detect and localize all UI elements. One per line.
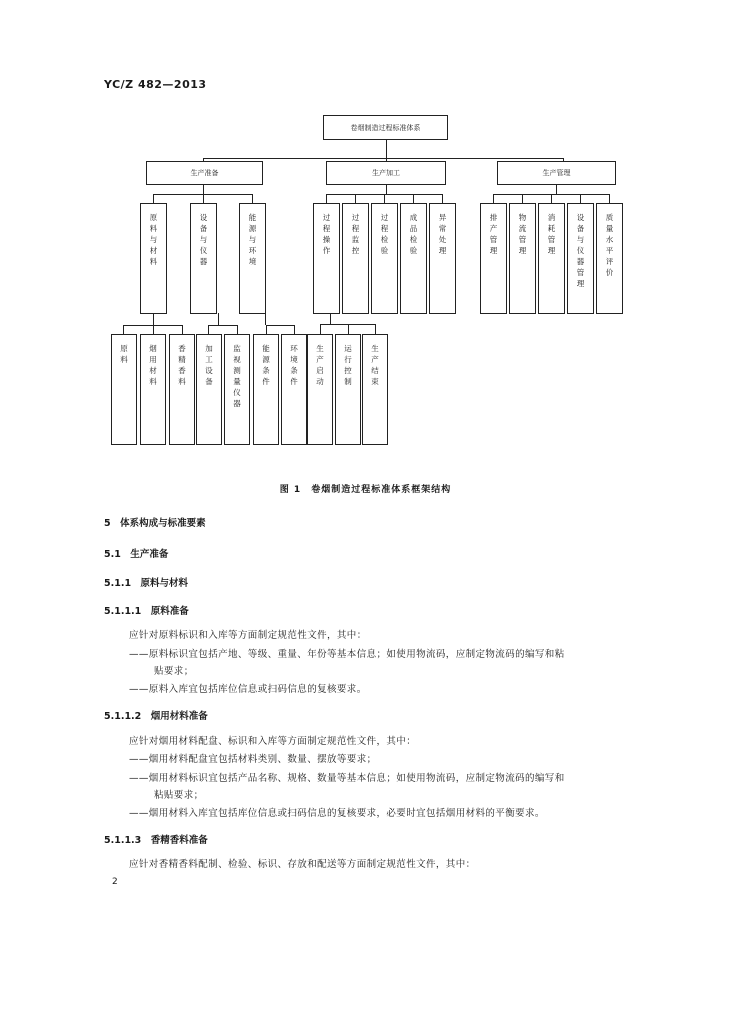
connector <box>266 325 267 334</box>
node-label: 过程操作 <box>322 213 331 255</box>
connector <box>123 325 124 334</box>
section-5-1-1-heading: 5.1.1 原料与材料 <box>104 578 189 589</box>
node-production-end <box>362 334 388 445</box>
node-process-operation <box>313 203 340 314</box>
node-label: 排产管理 <box>489 213 498 255</box>
connector <box>208 325 209 334</box>
node-label: 加工设备 <box>205 344 213 386</box>
connector <box>384 194 385 203</box>
node-energy-conditions <box>253 334 279 445</box>
bullet-continuation: 贴要求； <box>154 666 194 677</box>
node-label: 异常处理 <box>438 213 447 255</box>
node-logistics <box>509 203 536 314</box>
connector <box>153 325 154 334</box>
node-label: 烟用材料 <box>149 344 157 386</box>
node-run-control <box>335 334 361 445</box>
node-label: 原料与材料 <box>149 213 158 266</box>
node-label: 质量水平评价 <box>605 213 614 277</box>
paragraph: 应针对烟用材料配盘、标识和入库等方面制定规范性文件，其中： <box>129 736 417 747</box>
section-5-1-1-3-heading: 5.1.1.3 香精香料准备 <box>104 835 208 846</box>
connector <box>375 324 376 334</box>
node-exception-handling <box>429 203 456 314</box>
figure-caption: 图 1 卷烟制造过程标准体系框架结构 <box>279 485 452 495</box>
node-label: 能源与环境 <box>248 213 257 266</box>
node-quality-evaluation <box>596 203 623 314</box>
paragraph: 应针对原料标识和入库等方面制定规范性文件，其中： <box>129 630 367 641</box>
node-product-inspection <box>400 203 427 314</box>
connector <box>252 194 253 203</box>
connector <box>580 194 581 203</box>
connector <box>326 194 327 203</box>
connector <box>556 184 557 194</box>
root-node: 卷烟制造过程标准体系 <box>323 115 448 140</box>
node-process-monitoring <box>342 203 369 314</box>
node-label: 生产启动 <box>316 344 324 386</box>
section-5-1-1-2-heading: 5.1.1.2 烟用材料准备 <box>104 711 208 722</box>
connector <box>203 184 204 194</box>
node-label: 成品检验 <box>409 213 418 255</box>
node-scheduling <box>480 203 507 314</box>
node-label: 过程检验 <box>380 213 389 255</box>
connector <box>153 313 154 325</box>
node-label: 环境条件 <box>290 344 298 386</box>
connector <box>355 194 356 203</box>
node-label: 生产结束 <box>371 344 379 386</box>
connector <box>493 194 494 203</box>
node-production-management: 生产管理 <box>497 161 616 185</box>
connector <box>386 184 387 194</box>
section-5-1-heading: 5.1 生产准备 <box>104 549 169 560</box>
node-environment-conditions <box>281 334 307 445</box>
connector <box>320 324 321 334</box>
connector <box>294 325 295 334</box>
node-label: 香精香料 <box>178 344 186 386</box>
connector <box>609 194 610 203</box>
connector <box>208 325 238 326</box>
bullet-item: ——烟用材料入库宜包括库位信息或扫码信息的复核要求，必要时宜包括烟用材料的平衡要求。 <box>129 808 545 819</box>
paragraph: 应针对香精香料配制、检验、标识、存放和配送等方面制定规范性文件，其中： <box>129 859 476 870</box>
connector <box>348 324 349 334</box>
connector <box>522 194 523 203</box>
node-equipment <box>190 203 217 314</box>
node-production-processing: 生产加工 <box>326 161 446 185</box>
page-number: 2 <box>112 877 118 887</box>
node-label: 设备与仪器管理 <box>576 213 585 288</box>
connector <box>182 325 183 334</box>
connector <box>551 194 552 203</box>
standard-code: YC/Z 482—2013 <box>104 78 207 91</box>
node-label: 过程监控 <box>351 213 360 255</box>
connector <box>266 325 294 326</box>
connector <box>203 194 204 203</box>
bullet-item: ——烟用材料配盘宜包括材料类别、数量、摆放等要求； <box>129 754 377 765</box>
connector <box>203 158 564 159</box>
connector <box>237 325 238 334</box>
node-flavors <box>169 334 195 445</box>
node-materials <box>140 203 167 314</box>
node-label: 消耗管理 <box>547 213 556 255</box>
node-raw-material <box>111 334 137 445</box>
node-process-inspection <box>371 203 398 314</box>
connector <box>153 194 154 203</box>
node-production-prep: 生产准备 <box>146 161 263 185</box>
connector <box>413 194 414 203</box>
connector <box>218 313 219 325</box>
node-equipment-management <box>567 203 594 314</box>
node-processing-equipment <box>196 334 222 445</box>
bullet-item: ——原料入库宜包括库位信息或扫码信息的复核要求。 <box>129 684 367 695</box>
bullet-continuation: 粘贴要求； <box>154 790 204 801</box>
node-tobacco-materials <box>140 334 166 445</box>
node-label: 物流管理 <box>518 213 527 255</box>
connector <box>265 313 266 325</box>
node-label: 设备与仪器 <box>199 213 208 266</box>
node-consumption <box>538 203 565 314</box>
node-label: 监视测量仪器 <box>233 344 241 408</box>
node-production-start <box>307 334 333 445</box>
node-label: 运行控制 <box>344 344 352 386</box>
node-energy <box>239 203 266 314</box>
node-measuring-instruments <box>224 334 250 445</box>
bullet-item: ——原料标识宜包括产地、等级、重量、年份等基本信息；如使用物流码，应制定物流码的编写和粘 <box>129 649 565 660</box>
section-5-1-1-1-heading: 5.1.1.1 原料准备 <box>104 606 189 617</box>
section-5-heading: 5 体系构成与标准要素 <box>104 518 206 529</box>
bullet-item: ——烟用材料标识宜包括产品名称、规格、数量等基本信息；如使用物流码，应制定物流码的编写和 <box>129 773 565 784</box>
connector <box>442 194 443 203</box>
connector <box>330 313 331 324</box>
node-label: 能源条件 <box>262 344 270 386</box>
node-label: 原料 <box>120 344 128 364</box>
connector <box>386 139 387 158</box>
